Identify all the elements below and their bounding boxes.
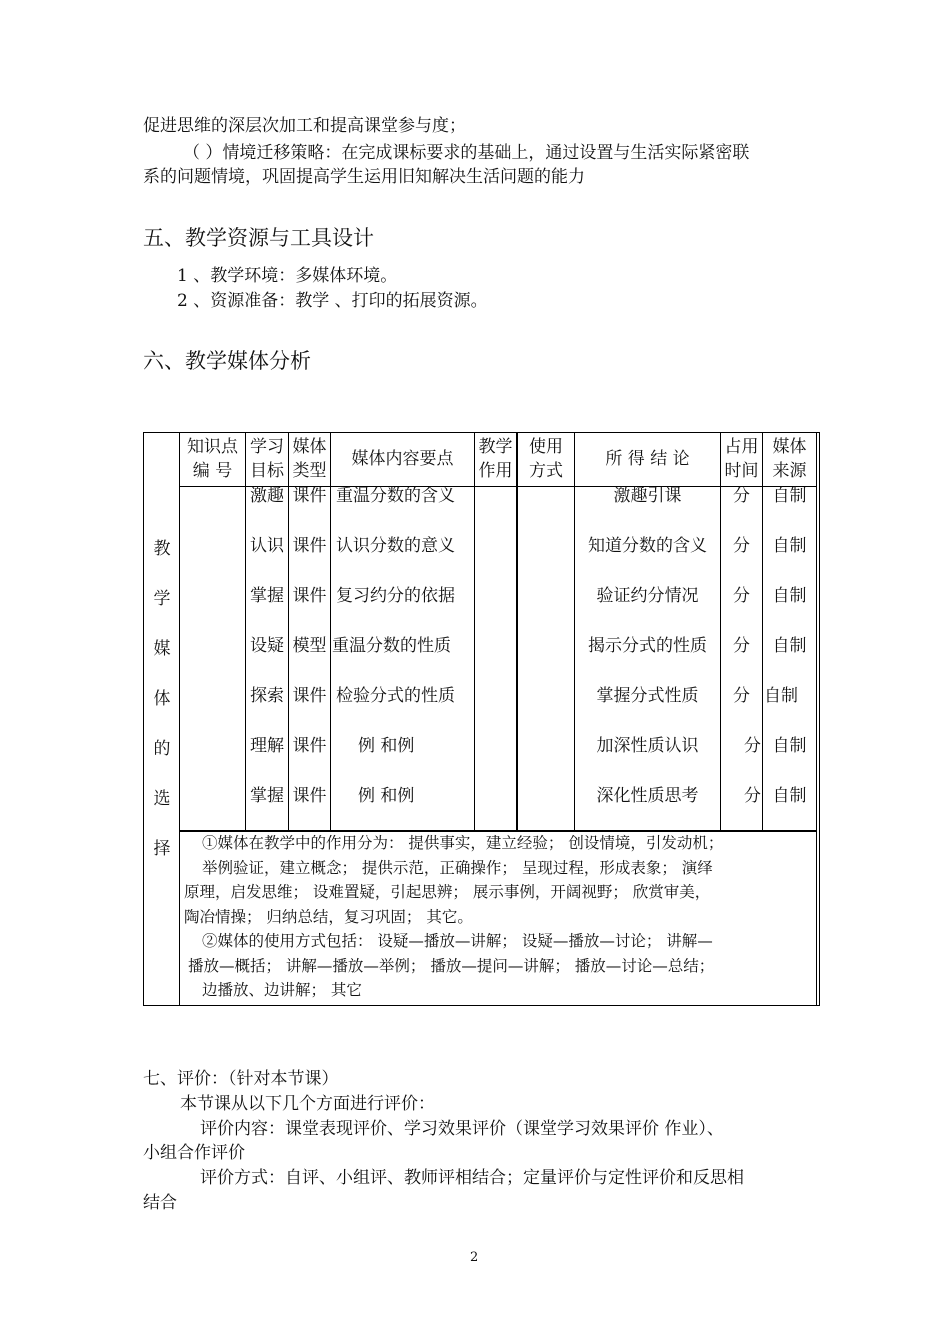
section-7-line-2: 评价内容：课堂表现评价、学习效果评价（课堂学习效果评价 作业）、 (200, 1119, 724, 1139)
goal-cell: 探索 (250, 686, 284, 706)
time-cell: 分 (744, 736, 761, 756)
side-label-char: 媒 (153, 639, 171, 659)
note-line: 边播放、边讲解； 其它 (202, 981, 362, 999)
type-cell: 课件 (292, 586, 327, 606)
goal-cell: 设疑 (250, 636, 284, 656)
source-cell: 自制 (772, 786, 807, 806)
side-label-char: 体 (153, 689, 171, 709)
note-line: ②媒体的使用方式包括： 设疑—播放—讲解； 设疑—播放—讨论； 讲解— (202, 932, 713, 950)
header-teaching-role: 教学 作用 (478, 437, 513, 481)
type-cell: 课件 (292, 686, 327, 706)
header-usage-method: 使用 方式 (529, 437, 563, 481)
conclusion-cell: 掌握分式性质 (596, 686, 699, 706)
content-cell: 认识分数的意义 (336, 536, 455, 556)
header-media-content: 媒体内容要点 (351, 449, 454, 469)
content-cell: 重温分数的含义 (336, 486, 455, 506)
goal-cell: 掌握 (250, 786, 284, 806)
content-cell: 检验分式的性质 (336, 686, 455, 706)
media-notes (184, 831, 816, 1003)
time-cell: 分 (744, 786, 761, 806)
media-analysis-table (143, 432, 820, 1006)
section-7-line-3: 小组合作评价 (143, 1143, 245, 1163)
content-cell: 例 和例 (358, 736, 415, 756)
source-cell: 自制 (772, 736, 807, 756)
note-line: ①媒体在教学中的作用分为： 提供事实，建立经验； 创设情境，引发动机； (202, 834, 724, 852)
header-source: 媒体 来源 (772, 437, 807, 481)
intro-line-2: （ ）情境迁移策略：在完成课标要求的基础上，通过设置与生活实际紧密联 (183, 143, 750, 163)
content-cell: 例 和例 (358, 786, 415, 806)
time-cell: 分 (733, 486, 750, 506)
goal-cell: 掌握 (250, 586, 284, 606)
section-5-item-2: 2 、资源准备：教学 、打印的拓展资源。 (177, 291, 488, 311)
note-line: 陶冶情操； 归纳总结，复习巩固； 其它。 (184, 907, 473, 926)
type-cell: 课件 (292, 536, 327, 556)
note-line: 播放—概括； 讲解—播放—举例； 播放—提问—讲解； 播放—讨论—总结； (188, 956, 715, 975)
source-cell: 自制 (772, 636, 807, 656)
intro-line-1: 促进思维的深层次加工和提高课堂参与度； (143, 116, 466, 136)
section-7-line-1: 本节课从以下几个方面进行评价： (180, 1094, 435, 1114)
time-cell: 分 (733, 686, 750, 706)
section-7-line-4: 评价方式：自评、小组评、教师评相结合；定量评价与定性评价和反思相 (200, 1168, 744, 1188)
section-6-heading: 六、教学媒体分析 (143, 349, 311, 373)
type-cell: 模型 (292, 636, 327, 656)
header-learning-goal: 学习 目标 (250, 437, 284, 481)
time-cell: 分 (733, 586, 750, 606)
side-label-char: 学 (153, 589, 171, 609)
section-5-item-1: 1 、教学环境：多媒体环境。 (177, 266, 398, 286)
header-time: 占用 时间 (724, 437, 759, 481)
section-7-heading: 七、评价：（针对本节课） (143, 1069, 339, 1089)
goal-cell: 激趣 (250, 486, 284, 506)
goal-cell: 理解 (250, 736, 284, 756)
goal-cell: 认识 (250, 536, 284, 556)
type-cell: 课件 (292, 486, 327, 506)
section-7-line-5: 结合 (143, 1193, 177, 1213)
source-cell: 自制 (764, 686, 798, 706)
note-line: 举例验证，建立概念； 提供示范，正确操作； 呈现过程，形成表象； 演绎 (202, 858, 713, 877)
section-5-heading: 五、教学资源与工具设计 (143, 226, 374, 250)
page-number: 2 (470, 1250, 479, 1265)
source-cell: 自制 (772, 486, 807, 506)
conclusion-cell: 揭示分式的性质 (588, 636, 707, 656)
type-cell: 课件 (292, 736, 327, 756)
content-cell: 重温分数的性质 (332, 636, 451, 656)
source-cell: 自制 (772, 586, 807, 606)
note-line: 原理，启发思维； 设难置疑，引起思辨； 展示事例，开阔视野； 欣赏审美， (184, 883, 711, 901)
conclusion-cell: 知道分数的含义 (588, 536, 707, 556)
side-label-char: 的 (153, 739, 171, 759)
time-cell: 分 (733, 536, 750, 556)
content-cell: 复习约分的依据 (336, 586, 455, 606)
header-conclusion: 所 得 结 论 (605, 449, 690, 469)
source-cell: 自制 (772, 536, 807, 556)
time-cell: 分 (733, 636, 750, 656)
header-knowledge-point: 知识点 编 号 (187, 437, 238, 481)
side-label-char: 择 (153, 839, 171, 859)
conclusion-cell: 验证约分情况 (596, 586, 699, 606)
side-label-char: 教 (153, 539, 171, 559)
header-media-type: 媒体 类型 (292, 437, 327, 481)
type-cell: 课件 (292, 786, 327, 806)
conclusion-cell: 深化性质思考 (596, 786, 699, 806)
side-label-char: 选 (153, 789, 171, 809)
conclusion-cell: 加深性质认识 (596, 736, 699, 756)
intro-line-3: 系的问题情境，巩固提高学生运用旧知解决生活问题的能力 (143, 167, 585, 187)
conclusion-cell: 激趣引课 (613, 486, 682, 506)
